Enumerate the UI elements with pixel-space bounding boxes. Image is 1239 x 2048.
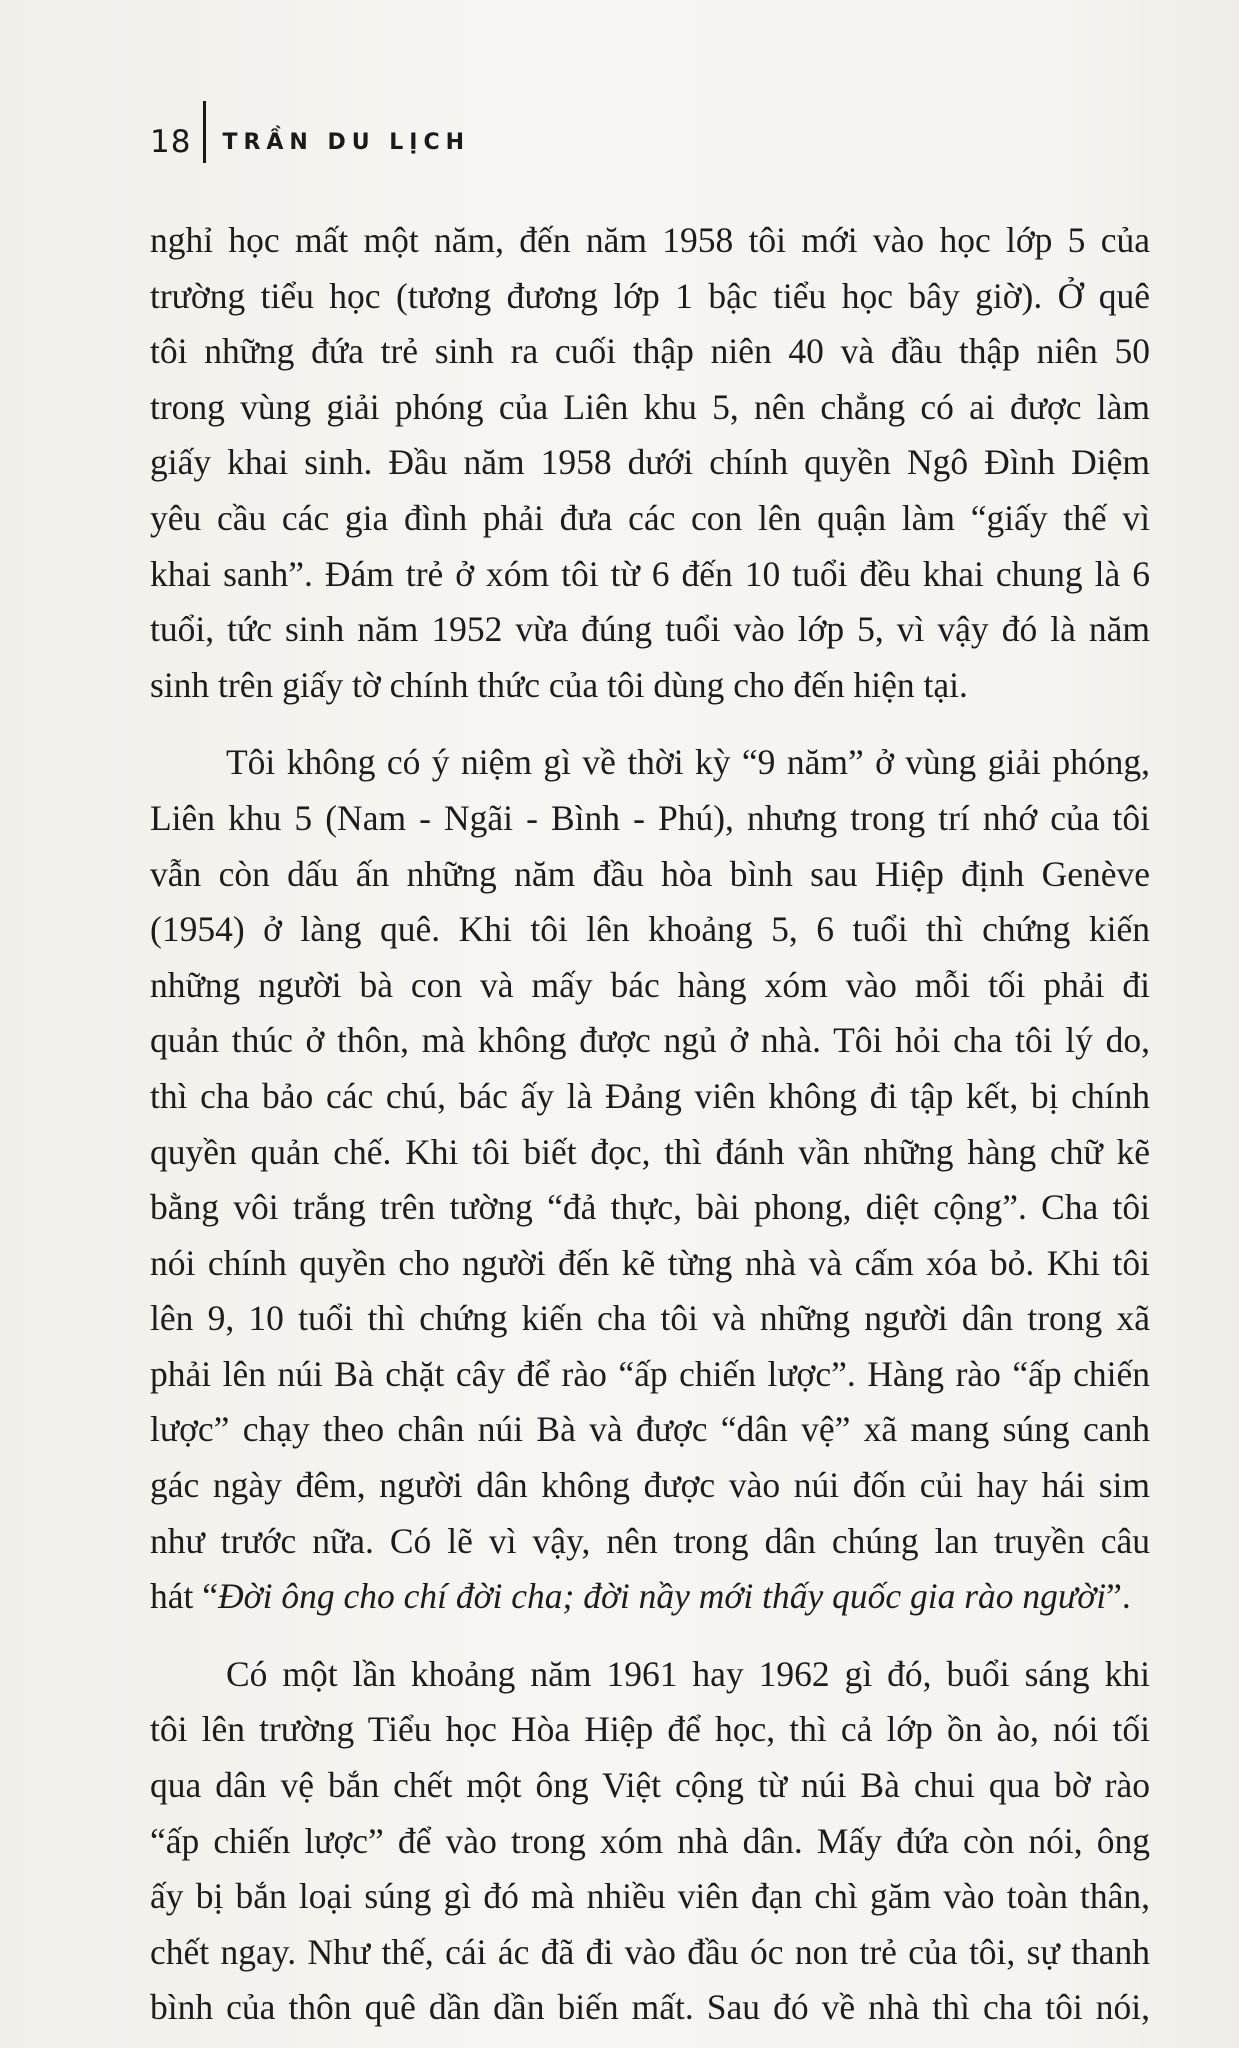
text-line: Có một lần khoảng năm 1961 hay 1962 gì đó, buổi sáng khi	[226, 1653, 1150, 1694]
text-line: như trước nữa. Có lẽ vì vậy, nên trong dân chúng lan truyền câu	[150, 1520, 1150, 1561]
paragraph-2	[150, 735, 1150, 1625]
page-number: 18	[150, 124, 192, 160]
text-line: bằng vôi trắng trên tường “đả thực, bài phong, diệt cộng”. Cha tôi	[150, 1187, 1150, 1228]
paragraph-3	[150, 1647, 1150, 2036]
text-line: ấy bị bắn loại súng gì đó mà nhiều viên đạn chì găm vào toàn thân,	[150, 1876, 1150, 1917]
text-line: trường tiểu học (tương đương lớp 1 bậc tiểu học bây giờ). Ở quê	[150, 275, 1150, 316]
text-line: khai sanh”. Đám trẻ ở xóm tôi từ 6 đến 10 tuổi đều khai chung là 6	[150, 553, 1150, 594]
text-line: yêu cầu các gia đình phải đưa các con lên quận làm “giấy thế vì	[150, 497, 1150, 538]
text-line: tôi những đứa trẻ sinh ra cuối thập niên 40 và đầu thập niên 50	[150, 331, 1150, 372]
text-line: bình của thôn quê dần dần biến mất. Sau đó về nhà thì cha tôi nói,	[150, 1987, 1150, 2028]
text-line: phải lên núi Bà chặt cây để rào “ấp chiến lược”. Hàng rào “ấp chiến	[150, 1353, 1150, 1394]
text-line-song-quote	[150, 1569, 1150, 1625]
text-line: vẫn còn dấu ấn những năm đầu hòa bình sau Hiệp định Genève	[150, 853, 1150, 894]
quote-suffix: ”.	[1106, 1576, 1131, 1617]
text-line: qua dân vệ bắn chết một ông Việt cộng từ núi Bà chui qua bờ rào	[150, 1765, 1150, 1806]
text-line: nói chính quyền cho người đến kẽ từng nhà và cấm xóa bỏ. Khi tôi	[150, 1242, 1150, 1283]
text-line: Liên khu 5 (Nam - Ngãi - Bình - Phú), nhưng trong trí nhớ của tôi	[150, 797, 1150, 838]
page-header	[150, 112, 470, 172]
quote-prefix: hát “	[150, 1576, 219, 1617]
text-line: thì cha bảo các chú, bác ấy là Đảng viên không đi tập kết, bị chính	[150, 1075, 1150, 1116]
text-line: (1954) ở làng quê. Khi tôi lên khoảng 5, 6 tuổi thì chứng kiến	[150, 909, 1150, 950]
header-divider	[203, 101, 206, 163]
text-line: trong vùng giải phóng của Liên khu 5, nên chẳng có ai được làm	[150, 386, 1150, 427]
paragraph-1	[150, 213, 1150, 713]
text-line: gác ngày đêm, người dân không được vào núi đốn củi hay hái sim	[150, 1465, 1150, 1506]
text-line: tuổi, tức sinh năm 1952 vừa đúng tuổi vào lớp 5, vì vậy đó là năm	[150, 609, 1150, 650]
text-line: lên 9, 10 tuổi thì chứng kiến cha tôi và những người dân trong xã	[150, 1298, 1150, 1339]
text-line: sinh trên giấy tờ chính thức của tôi dùng cho đến hiện tại.	[150, 664, 968, 705]
song-lyric-quote: Đời ông cho chí đời cha; đời nầy mới thấy quốc gia rào người	[218, 1576, 1107, 1617]
text-line: những người bà con và mấy bác hàng xóm vào mỗi tối phải đi	[150, 964, 1150, 1005]
text-line: “ấp chiến lược” để vào trong xóm nhà dân. Mấy đứa còn nói, ông	[150, 1820, 1150, 1861]
text-line: quyền quản chế. Khi tôi biết đọc, thì đánh vần những hàng chữ kẽ	[150, 1131, 1150, 1172]
text-line: giấy khai sinh. Đầu năm 1958 dưới chính quyền Ngô Đình Diệm	[150, 442, 1150, 483]
body-text	[150, 213, 1150, 2036]
text-line: lược” chạy theo chân núi Bà và được “dân vệ” xã mang súng canh	[150, 1409, 1150, 1450]
text-line: chết ngay. Như thế, cái ác đã đi vào đầu óc non trẻ của tôi, sự thanh	[150, 1931, 1150, 1972]
running-head-author: TRẦN DU LỊCH	[222, 129, 471, 155]
text-line: tôi lên trường Tiểu học Hòa Hiệp để học, thì cả lớp ồn ào, nói tối	[150, 1709, 1150, 1750]
text-line: Tôi không có ý niệm gì về thời kỳ “9 năm” ở vùng giải phóng,	[226, 742, 1150, 783]
text-line: nghỉ học mất một năm, đến năm 1958 tôi mới vào học lớp 5 của	[150, 220, 1150, 260]
text-line: quản thúc ở thôn, mà không được ngủ ở nhà. Tôi hỏi cha tôi lý do,	[150, 1020, 1150, 1061]
